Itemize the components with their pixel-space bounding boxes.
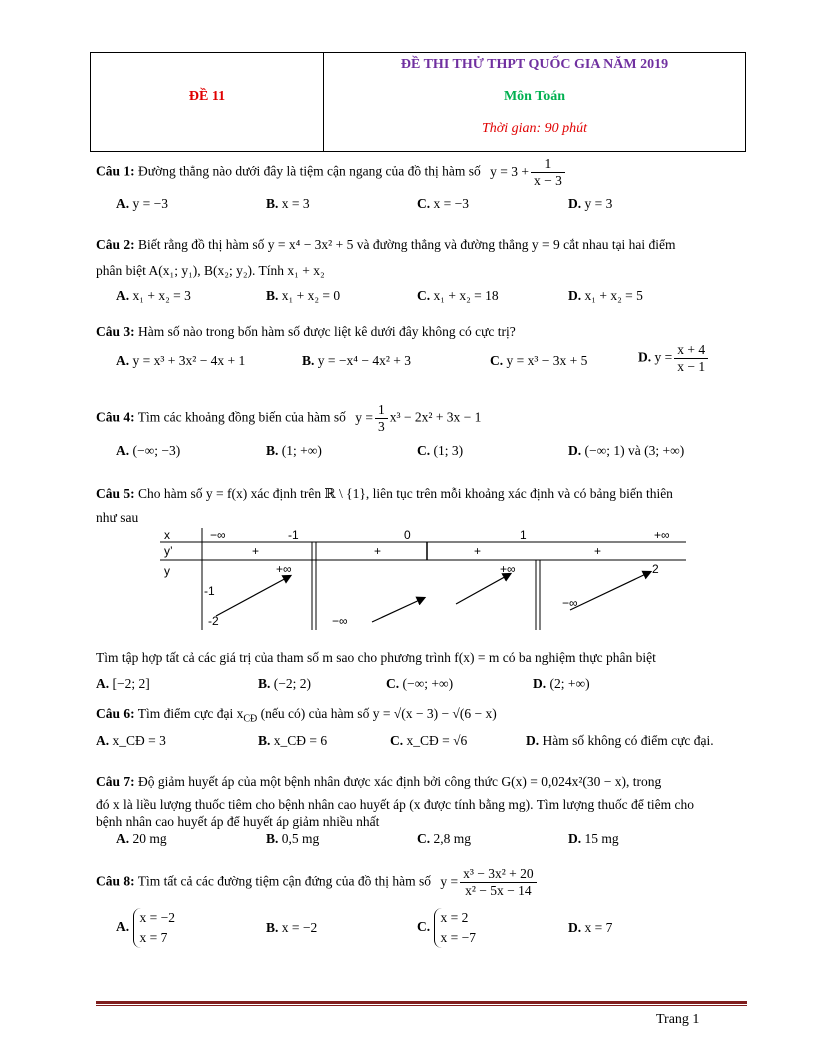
question-label: Câu 2:	[96, 237, 135, 252]
arrow-up	[570, 572, 650, 610]
row-x-label: x	[164, 528, 170, 542]
exam-time: Thời gian: 90 phút	[481, 121, 588, 136]
option-d[interactable]: D. (2; +∞)	[533, 676, 590, 691]
row-yprime-label: y’	[164, 544, 173, 558]
question-text: Cho hàm số y = f(x) xác định trên ℝ \ {1}, liên tục trên mỗi khoảng xác định và có bảng biến thiên	[138, 486, 673, 501]
option-d[interactable]: D. (−∞; 1) và (3; +∞)	[568, 443, 685, 458]
question-text: Biết rằng đồ thị hàm số y = x⁴ − 3x² + 5 và đường thẳng và đường thẳng y = 9 cắt nhau tại hai điểm	[138, 237, 676, 252]
option-c[interactable]: C. (−∞; +∞)	[386, 676, 454, 691]
footer-rule-thin	[96, 1005, 747, 1006]
option-c[interactable]: C. (1; 3)	[417, 443, 464, 458]
option-a[interactable]: A. (−∞; −3)	[116, 443, 181, 458]
option-a[interactable]: A. x_CĐ = 3	[96, 733, 166, 748]
question-5	[96, 486, 673, 502]
question-7-line3: bệnh nhân cao huyết áp để huyết áp giảm nhiều nhất	[96, 814, 380, 829]
question-8	[96, 866, 539, 899]
option-c[interactable]: C. 2,8 mg	[417, 831, 472, 846]
question-text: Tìm các khoảng đồng biến của hàm số	[137, 409, 346, 425]
x-value: −∞	[210, 528, 226, 542]
sign: +	[374, 544, 382, 558]
variation-table	[160, 528, 686, 630]
question-text: Hàm số nào trong bốn hàm số được liệt kê dưới đây không có cực trị?	[138, 324, 516, 339]
option-c[interactable]: C. x = −3	[417, 196, 469, 211]
variation-table-lines	[160, 528, 686, 630]
formula: y =	[440, 873, 459, 889]
x-value: +∞	[654, 528, 670, 542]
option-c[interactable]: C. x = 2 x = −7	[417, 908, 476, 948]
question-3	[96, 324, 516, 340]
fraction: $\frac{\text{x³ − 3x² + 20}}{\text{x² − 5x − 14}}$	[460, 866, 537, 899]
question-text: Tìm tất cả các đường tiệm cận đứng của đồ thị hàm số	[137, 873, 431, 889]
exam-code: ĐỀ 11	[188, 89, 226, 104]
fraction	[531, 156, 565, 189]
option-d[interactable]: D. 15 mg	[568, 831, 619, 846]
question-5-prompt: Tìm tập hợp tất cả các giá trị của tham số m sao cho phương trình f(x) = m có ba nghiệm thực phân biệt	[96, 650, 656, 665]
question-label: Câu 4:	[96, 409, 135, 425]
option-d[interactable]: D. y = $\frac{x + 4}{x - 1}$	[638, 342, 710, 375]
fraction: $\frac{1}{3}$	[375, 402, 388, 435]
x-value: 1	[520, 528, 527, 542]
sign: +	[594, 544, 602, 558]
x-value: 0	[404, 528, 411, 542]
question-4	[96, 402, 481, 435]
option-d[interactable]: D. x₁ + x₂ = 5	[568, 288, 643, 303]
exam-subject: Môn Toán	[503, 89, 566, 104]
question-label: Câu 1:	[96, 163, 135, 179]
subscript: CĐ	[243, 713, 258, 725]
option-b[interactable]: B. x_CĐ = 6	[258, 733, 328, 748]
question-label: Câu 8:	[96, 873, 135, 889]
y-value: +∞	[276, 562, 292, 576]
option-c[interactable]: C. y = x³ − 3x + 5	[490, 353, 588, 368]
option-d[interactable]: D. x = 7	[568, 920, 613, 935]
option-b[interactable]: B. 0,5 mg	[266, 831, 320, 846]
option-c[interactable]: C. x_CĐ = √6	[390, 733, 468, 748]
y-value: 2	[652, 562, 659, 576]
y-value: -2	[208, 614, 219, 628]
arrow-up	[372, 598, 424, 622]
formula: y =	[355, 409, 373, 425]
option-a[interactable]: A. y = x³ + 3x² − 4x + 1	[116, 353, 246, 368]
option-d[interactable]: D. y = 3	[568, 196, 613, 211]
option-a[interactable]: A. 20 mg	[116, 831, 167, 846]
option-b[interactable]: B. x = −2	[266, 920, 318, 935]
question-label: Câu 6:	[96, 706, 135, 721]
question-2-line2: phân biệt A(x₁; y₁), B(x₂; y₂). Tính x₁ + x₂	[96, 263, 325, 278]
option-b[interactable]: B. y = −x⁴ − 4x² + 3	[302, 353, 411, 368]
option-a[interactable]: A. x₁ + x₂ = 3	[116, 288, 191, 303]
question-7	[96, 774, 661, 790]
option-d[interactable]: D. Hàm số không có điểm cực đại.	[526, 733, 714, 748]
footer-rule	[96, 1001, 747, 1004]
arrow-up	[456, 574, 510, 604]
arrow-up	[216, 576, 290, 616]
numerator: 1	[531, 156, 565, 173]
question-1	[96, 156, 567, 189]
option-c[interactable]: C. x₁ + x₂ = 18	[417, 288, 499, 303]
option-b[interactable]: B. (−2; 2)	[258, 676, 311, 691]
question-6	[96, 706, 497, 725]
formula: y = 3 +	[490, 163, 529, 179]
page-number: Trang 1	[656, 1012, 700, 1027]
question-text: Đường thẳng nào dưới đây là tiệm cận ngang của đồ thị hàm số	[138, 163, 481, 179]
option-a[interactable]: A. [−2; 2]	[96, 676, 150, 691]
question-text-2: (nếu có) của hàm số y = √(x − 3) − √(6 − x)	[260, 706, 497, 721]
question-2	[96, 237, 676, 253]
option-b[interactable]: B. x = 3	[266, 196, 310, 211]
x-value: -1	[288, 528, 299, 542]
question-7-line2: đó x là liều lượng thuốc tiêm cho bệnh nhân cao huyết áp (x được tính bằng mg). Tìm lượng thuốc để tiêm cho	[96, 797, 694, 812]
y-value: −∞	[562, 596, 578, 610]
y-value: +∞	[500, 562, 516, 576]
question-5-line2: như sau	[96, 510, 139, 525]
option-a[interactable]: A. y = −3	[116, 196, 168, 211]
y-value: -1	[204, 584, 215, 598]
y-value: −∞	[332, 614, 348, 628]
exam-header	[90, 52, 746, 152]
denominator: x − 3	[533, 173, 562, 188]
exam-title: ĐỀ THI THỬ THPT QUỐC GIA NĂM 2019	[400, 57, 669, 72]
sign: +	[252, 544, 260, 558]
question-text: Độ giảm huyết áp của một bệnh nhân được xác định bởi công thức G(x) = 0,024x²(30 − x), trong	[138, 774, 662, 789]
option-a[interactable]: A. x = −2 x = 7	[116, 908, 175, 948]
question-label: Câu 5:	[96, 486, 135, 501]
option-b[interactable]: B. (1; +∞)	[266, 443, 322, 458]
sign: +	[474, 544, 482, 558]
option-b[interactable]: B. x₁ + x₂ = 0	[266, 288, 341, 303]
question-text: Tìm điểm cực đại x	[137, 706, 244, 721]
question-label: Câu 3:	[96, 324, 135, 339]
row-y-label: y	[164, 564, 170, 578]
question-label: Câu 7:	[96, 774, 135, 789]
formula-suffix: x³ − 2x² + 3x − 1	[389, 409, 482, 425]
